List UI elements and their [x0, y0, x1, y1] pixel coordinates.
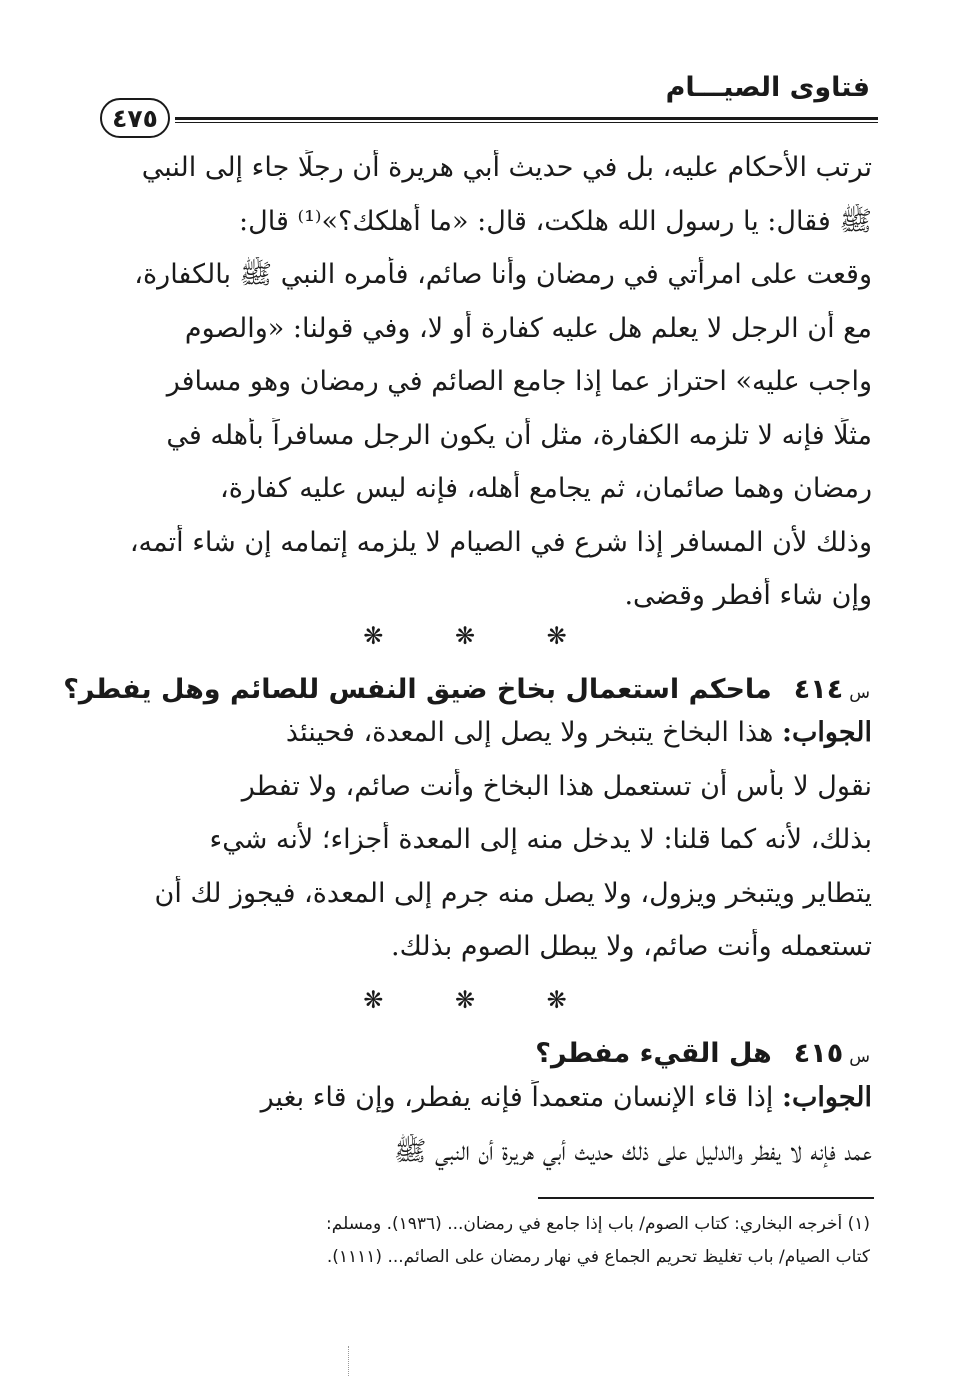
header-rule-thin	[175, 122, 878, 123]
text-line: يتطاير ويتبخر ويزول، ولا يصل منه جرم إلى المعدة، فيجوز لك أن	[154, 877, 872, 909]
footnotes	[110, 1214, 870, 1280]
section1-paragraph	[118, 150, 872, 632]
question-414	[63, 674, 870, 705]
footnote-line: (١) أخرجه البخاري: كتاب الصوم/ باب إذا جامع في رمضان... (١٩٣٦). ومسلم:	[326, 1214, 870, 1234]
question-number: ٤١٤	[793, 674, 844, 705]
text-line: وذلك لأن المسافر إذا شرع في الصيام لا يلزمه إتمامه إن شاء أتمه،	[129, 526, 872, 558]
question-text: ماحكم استعمال بخاخ ضيق النفس للصائم وهل يفطر؟	[63, 674, 772, 705]
text-line: وإن شاء أفطر وقضى.	[624, 580, 872, 611]
answer-415-paragraph	[118, 1080, 872, 1187]
answer-label: الجواب:	[782, 717, 872, 748]
question-prefix: س	[849, 1047, 870, 1067]
answer-first-line: إذا قاء الإنسان متعمداً فإنه يفطر، وإن قاء بغير	[260, 1082, 774, 1113]
footnote-line: كتاب الصيام/ باب تغليظ تحريم الجماع في نهار رمضان على الصائم... (١١١١).	[326, 1247, 870, 1267]
text-line: رمضان وهما صائمان، ثم يجامع أهله، فإنه ليس عليه كفارة،	[220, 473, 872, 504]
text-line: تستعمله وأنت صائم، ولا يبطل الصوم بذلك.	[391, 931, 872, 962]
text-line: مع أن الرجل لا يعلم هل عليه كفارة أو لا، وفي قولنا: «والصوم	[184, 312, 872, 344]
text-line: ﷺ فقال: يا رسول الله هلكت، قال: «ما أهلكك؟»⁽¹⁾ قال:	[239, 205, 872, 237]
question-prefix: س	[849, 683, 870, 703]
text-line: عمد فإنه لا يفطر والدليل على ذلك حديث أبي هريرة أن النبي ﷺ	[393, 1135, 872, 1167]
text-line: نقول لا بأس أن تستعمل هذا البخاخ وأنت صائم، ولا تفطر	[241, 770, 872, 802]
section-separator: ❋ ❋ ❋	[363, 986, 599, 1014]
question-text: هل القيء مفطر؟	[535, 1038, 772, 1069]
text-line: واجب عليه» احتراز عما إذا جامع الصائم في رمضان وهو مسافر	[166, 366, 872, 397]
answer-414-paragraph	[118, 715, 872, 983]
text-line: مثلًا فإنه لا تلزمه الكفارة، مثل أن يكون الرجل مسافراً بأهله في	[166, 419, 872, 451]
page-number: ٤٧٥	[100, 98, 170, 138]
running-header-title: فتاوى الصيـــام	[665, 72, 870, 103]
text-line: ترتب الأحكام عليه، بل في حديث أبي هريرة أن رجلًا جاء إلى النبي	[141, 152, 872, 183]
question-number: ٤١٥	[793, 1038, 844, 1069]
answer-label: الجواب:	[782, 1082, 872, 1113]
question-415	[110, 1040, 870, 1067]
text-line	[118, 1080, 872, 1134]
text-line: بذلك، لأنه كما قلنا: لا يدخل منه إلى المعدة أجزاء؛ لأنه شيء	[209, 824, 872, 855]
scan-artifact	[348, 1346, 350, 1376]
footnote-rule	[538, 1197, 874, 1199]
section-separator: ❋ ❋ ❋	[363, 622, 599, 650]
text-line: وقعت على امرأتي في رمضان وأنا صائم، فأمره النبي ﷺ بالكفارة،	[134, 259, 872, 290]
text-line	[118, 715, 872, 769]
header-rule	[175, 117, 878, 120]
answer-first-line: هذا البخاخ يتبخر ولا يصل إلى المعدة، فحينئذ	[285, 717, 774, 748]
